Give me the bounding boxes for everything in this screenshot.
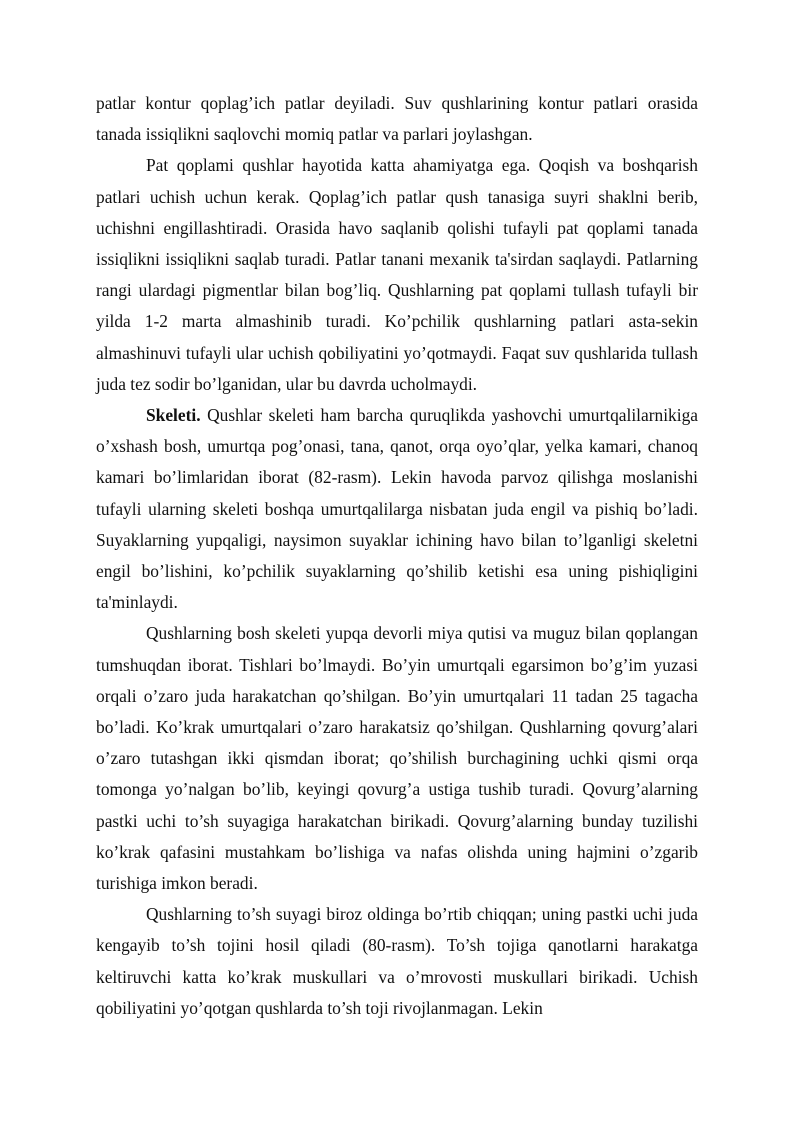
paragraph-head-skeleton: Qushlarning bosh skeleti yupqa devorli miya qutisi va muguz bilan qoplangan tumshuqdan iborat. Tishlari bo’lmaydi. Bo’yin umurtqali egarsimon bo’g’im yuzasi orqali o’zaro juda harakatchan qo’shilgan. Bo’yin umurtqalari 11 tadan 25 tagacha bo’ladi. Ko’krak umurtqalari o’zaro harakatsiz qo’shilgan. Qushlarning qovurg’alari o’zaro tutashgan ikki qismdan iborat; qo’shilish burchagining uchki qismi orqa tomonga yo’nalgan bo’lib, keyingi qovurg’a ustiga tushib turadi. Qovurg’alarning pastki uchi to’sh suyagiga harakatchan birikadi. Qovurg’alarning bunday tuzilishi ko’krak qafasini mustahkam bo’lishiga va nafas olishda uning hajmini o’zgarib turishiga imkon beradi.: [96, 623, 698, 894]
paragraph-contour-feathers: patlar kontur qoplag’ich patlar deyiladi. Suv qushlarining kontur patlari orasida tanada issiqlikni saqlovchi momiq patlar va parlari joylashgan.: [96, 93, 698, 145]
section-heading-skeleti: Skeleti.: [146, 405, 201, 426]
paragraph-skeleton-text: Qushlar skeleti ham barcha quruqlikda yashovchi umurtqalilarnikiga o’xshash bosh, umurtqa pog’onasi, tana, qanot, orqa oyo’qlar, yelka kamari, chanoq kamari bo’limlaridan iborat (82-rasm). Lekin havoda parvoz qilishga moslanishi tufayli ularning skeleti boshqa umurtqalilarga nisbatan juda engil va pishiq bo’ladi. Suyaklarning yupqaligi, naysimon suyaklar ichining havo bilan to’lganligi skeletni engil bo’lishini, ko’pchilik suyaklarning qo’shilib ketishi esa uning pishiqligini ta'minlaydi.: [96, 405, 698, 613]
paragraph-feather-cover: Pat qoplami qushlar hayotida katta ahamiyatga ega. Qoqish va boshqarish patlari uchish uchun kerak. Qoplag’ich patlar qush tanasiga suyri shaklni berib, uchishni engillashtiradi. Orasida havo saqlanib qolishi tufayli pat qoplami tanada issiqlikni issiqlikni saqlab turadi. Patlar tanani mexanik ta'sirdan saqlaydi. Patlarning rangi ulardagi pigmentlar bilan bog’liq. Qushlarning pat qoplami tullash tufayli bir yilda 1-2 marta almashinib turadi. Ko’pchilik qushlarning patlari asta-sekin almashinuvi tufayli ular uchish qobiliyatini yo’qotmaydi. Faqat suv qushlarida tullash juda tez sodir bo’lganidan, ular bu davrda ucholmaydi.: [96, 155, 698, 394]
paragraph-skeleton: [96, 400, 698, 618]
document-page: [96, 88, 698, 1024]
paragraph-sternum: Qushlarning to’sh suyagi biroz oldinga bo’rtib chiqqan; uning pastki uchi juda kengayib to’sh tojini hosil qiladi (80-rasm). To’sh tojiga qanotlarni harakatga keltiruvchi katta ko’krak muskullari va o’mrovosti muskullari birikadi. Uchish qobiliyatini yo’qotgan qushlarda to’sh toji rivojlanmagan. Lekin: [96, 904, 698, 1018]
